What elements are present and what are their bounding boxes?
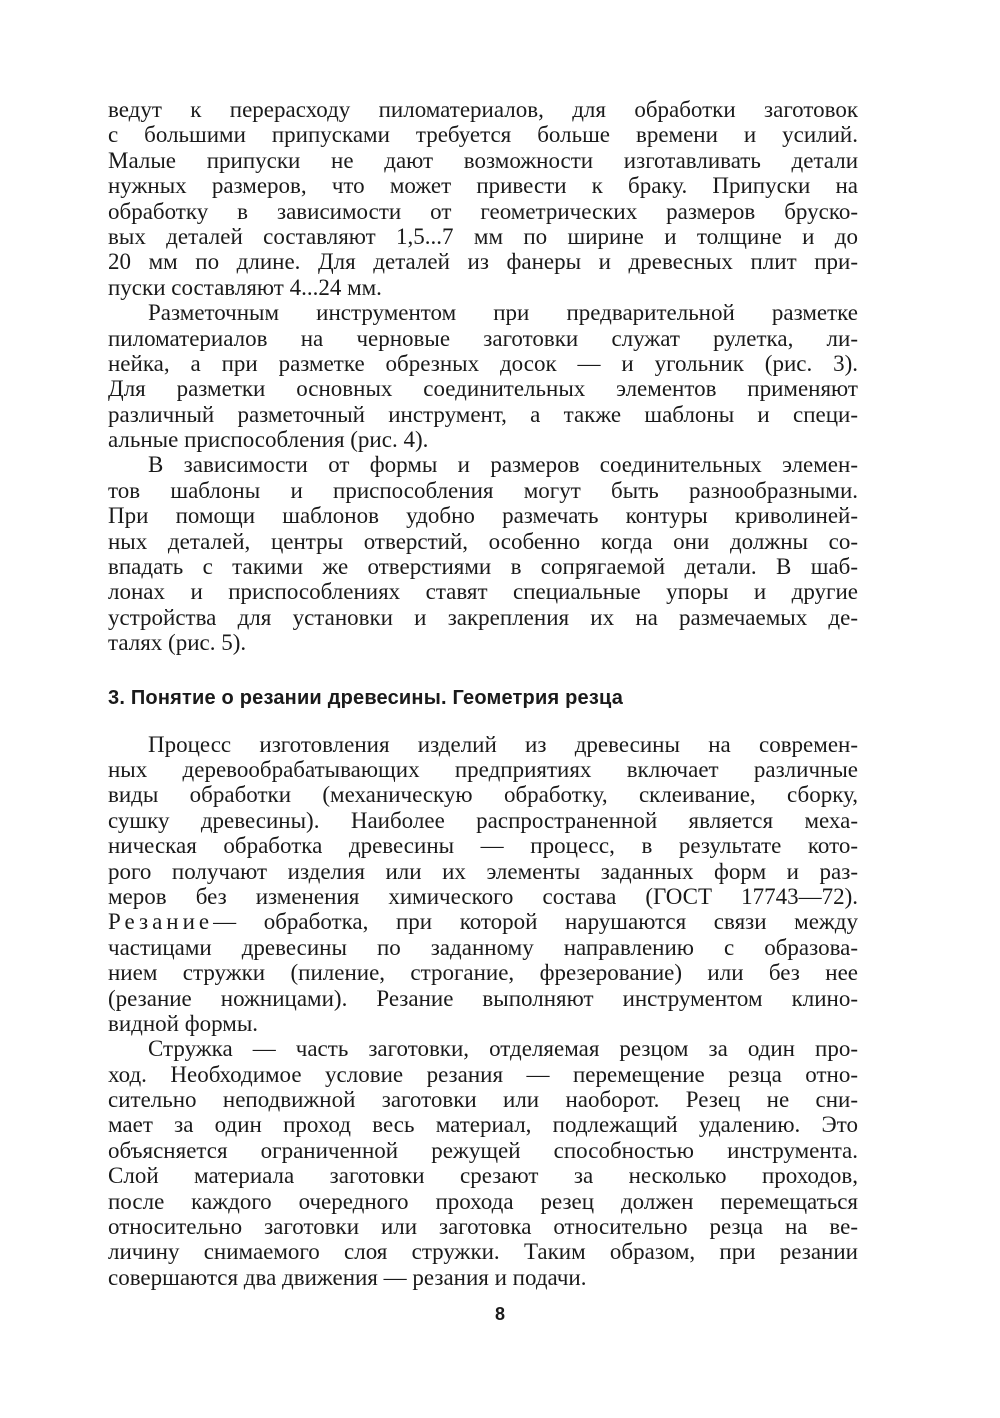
text-line: 20 мм по длине. Для деталей из фанеры и древесных плит при- xyxy=(108,249,858,275)
text-line: (резание ножницами). Резание выполняют инструментом клино- xyxy=(108,985,858,1011)
line-rest: — обработка, при которой нарушаются связи между xyxy=(213,909,858,935)
text-line: Для разметки основных соединительных элементов применяют xyxy=(108,376,858,402)
text-line: с большими припусками требуется больше времени и усилий. xyxy=(108,122,858,148)
text-line: обработку в зависимости от геометрических размеров бруско- xyxy=(108,198,858,224)
text-line: вых деталей составляют 1,5...7 мм по ширине и толщине и до xyxy=(108,223,858,249)
text-line: Слой материала заготовки срезают за несколько проходов, xyxy=(108,1163,858,1189)
paragraph xyxy=(108,1036,858,1290)
text-line: сушку древесины). Наиболее распространенной является меха- xyxy=(108,807,858,833)
text-line: видной формы. xyxy=(108,1010,259,1036)
paragraph xyxy=(108,732,858,1037)
text-line: частицами древесины по заданному направлению с образова- xyxy=(108,934,858,960)
text-line: альные приспособления (рис. 4). xyxy=(108,427,429,453)
page-number: 8 xyxy=(494,1304,505,1324)
text-line: В зависимости от формы и размеров соединительных элемен- xyxy=(148,452,858,478)
text-line: после каждого очередного прохода резец должен перемещаться xyxy=(108,1188,858,1214)
paragraph xyxy=(108,97,858,300)
text-line: меров без изменения химического состава (ГОСТ 17743—72). xyxy=(108,883,858,909)
text-line: ных деревообрабатывающих предприятиях включает различные xyxy=(108,756,858,782)
page-body xyxy=(108,97,858,1290)
text-line: виды обработки (механическую обработку, склеивание, сборку, xyxy=(108,782,858,808)
text-line: сительно неподвижной заготовки или наоборот. Резец не сни- xyxy=(108,1087,858,1113)
paragraph xyxy=(108,452,858,655)
text-before-heading xyxy=(108,97,858,656)
text-line: рого получают изделия или их элементы заданных форм и раз- xyxy=(108,858,858,884)
text-line: ных деталей, центры отверстий, особенно когда они должны со- xyxy=(108,528,858,554)
text-line: лонах и приспособлениях ставят специальные упоры и другие xyxy=(108,579,858,605)
text-line: различный разметочный инструмент, а также шаблоны и специ- xyxy=(108,401,858,427)
text-line: нейка, а при разметке обрезных досок — и угольник (рис. 3). xyxy=(108,350,858,376)
text-line xyxy=(108,909,858,934)
text-line: личину снимаемого слоя стружки. Таким образом, при резании xyxy=(108,1239,858,1265)
text-line: тов шаблоны и приспособления могут быть разнообразными. xyxy=(108,477,858,503)
text-line: пиломатериалов на черновые заготовки служат рулетка, ли- xyxy=(108,325,858,351)
section-heading: 3. Понятие о резании древесины. Геометрия резца xyxy=(108,686,624,709)
emphasized-term: Резание xyxy=(108,909,214,935)
text-line: впадать с такими же отверстиями в сопрягаемой детали. В шаб- xyxy=(108,554,858,580)
text-line: объясняется ограниченной режущей способностью инструмента. xyxy=(108,1137,858,1163)
text-line: пуски составляют 4...24 мм. xyxy=(108,274,382,300)
text-line: Разметочным инструментом при предварительной разметке xyxy=(148,300,858,326)
text-line: Малые припуски не дают возможности изготавливать детали xyxy=(108,147,858,173)
text-line: ход. Необходимое условие резания — перемещение резца отно- xyxy=(108,1061,858,1087)
paragraph xyxy=(108,300,858,452)
text-line: нием стружки (пиление, строгание, фрезерование) или без нее xyxy=(108,960,858,986)
text-line: ведут к перерасходу пиломатериалов, для обработки заготовок xyxy=(108,97,858,122)
text-line: мает за один проход весь материал, подлежащий удалению. Это xyxy=(108,1112,858,1138)
text-line: нужных размеров, что может привести к браку. Припуски на xyxy=(108,173,858,199)
text-line: Стружка — часть заготовки, отделяемая резцом за один про- xyxy=(148,1036,858,1062)
text-after-heading xyxy=(108,732,858,1291)
text-line: относительно заготовки или заготовка относительно резца на ве- xyxy=(108,1214,858,1240)
text-line: устройства для установки и закрепления их на размечаемых де- xyxy=(108,604,858,630)
text-line: талях (рис. 5). xyxy=(108,630,247,656)
text-line: ническая обработка древесины — процесс, в результате кото- xyxy=(108,833,858,859)
text-line: совершаются два движения — резания и подачи. xyxy=(108,1264,587,1290)
text-line: При помощи шаблонов удобно размечать контуры криволиней- xyxy=(108,503,858,529)
text-line: Процесс изготовления изделий из древесины на современ- xyxy=(148,731,858,757)
